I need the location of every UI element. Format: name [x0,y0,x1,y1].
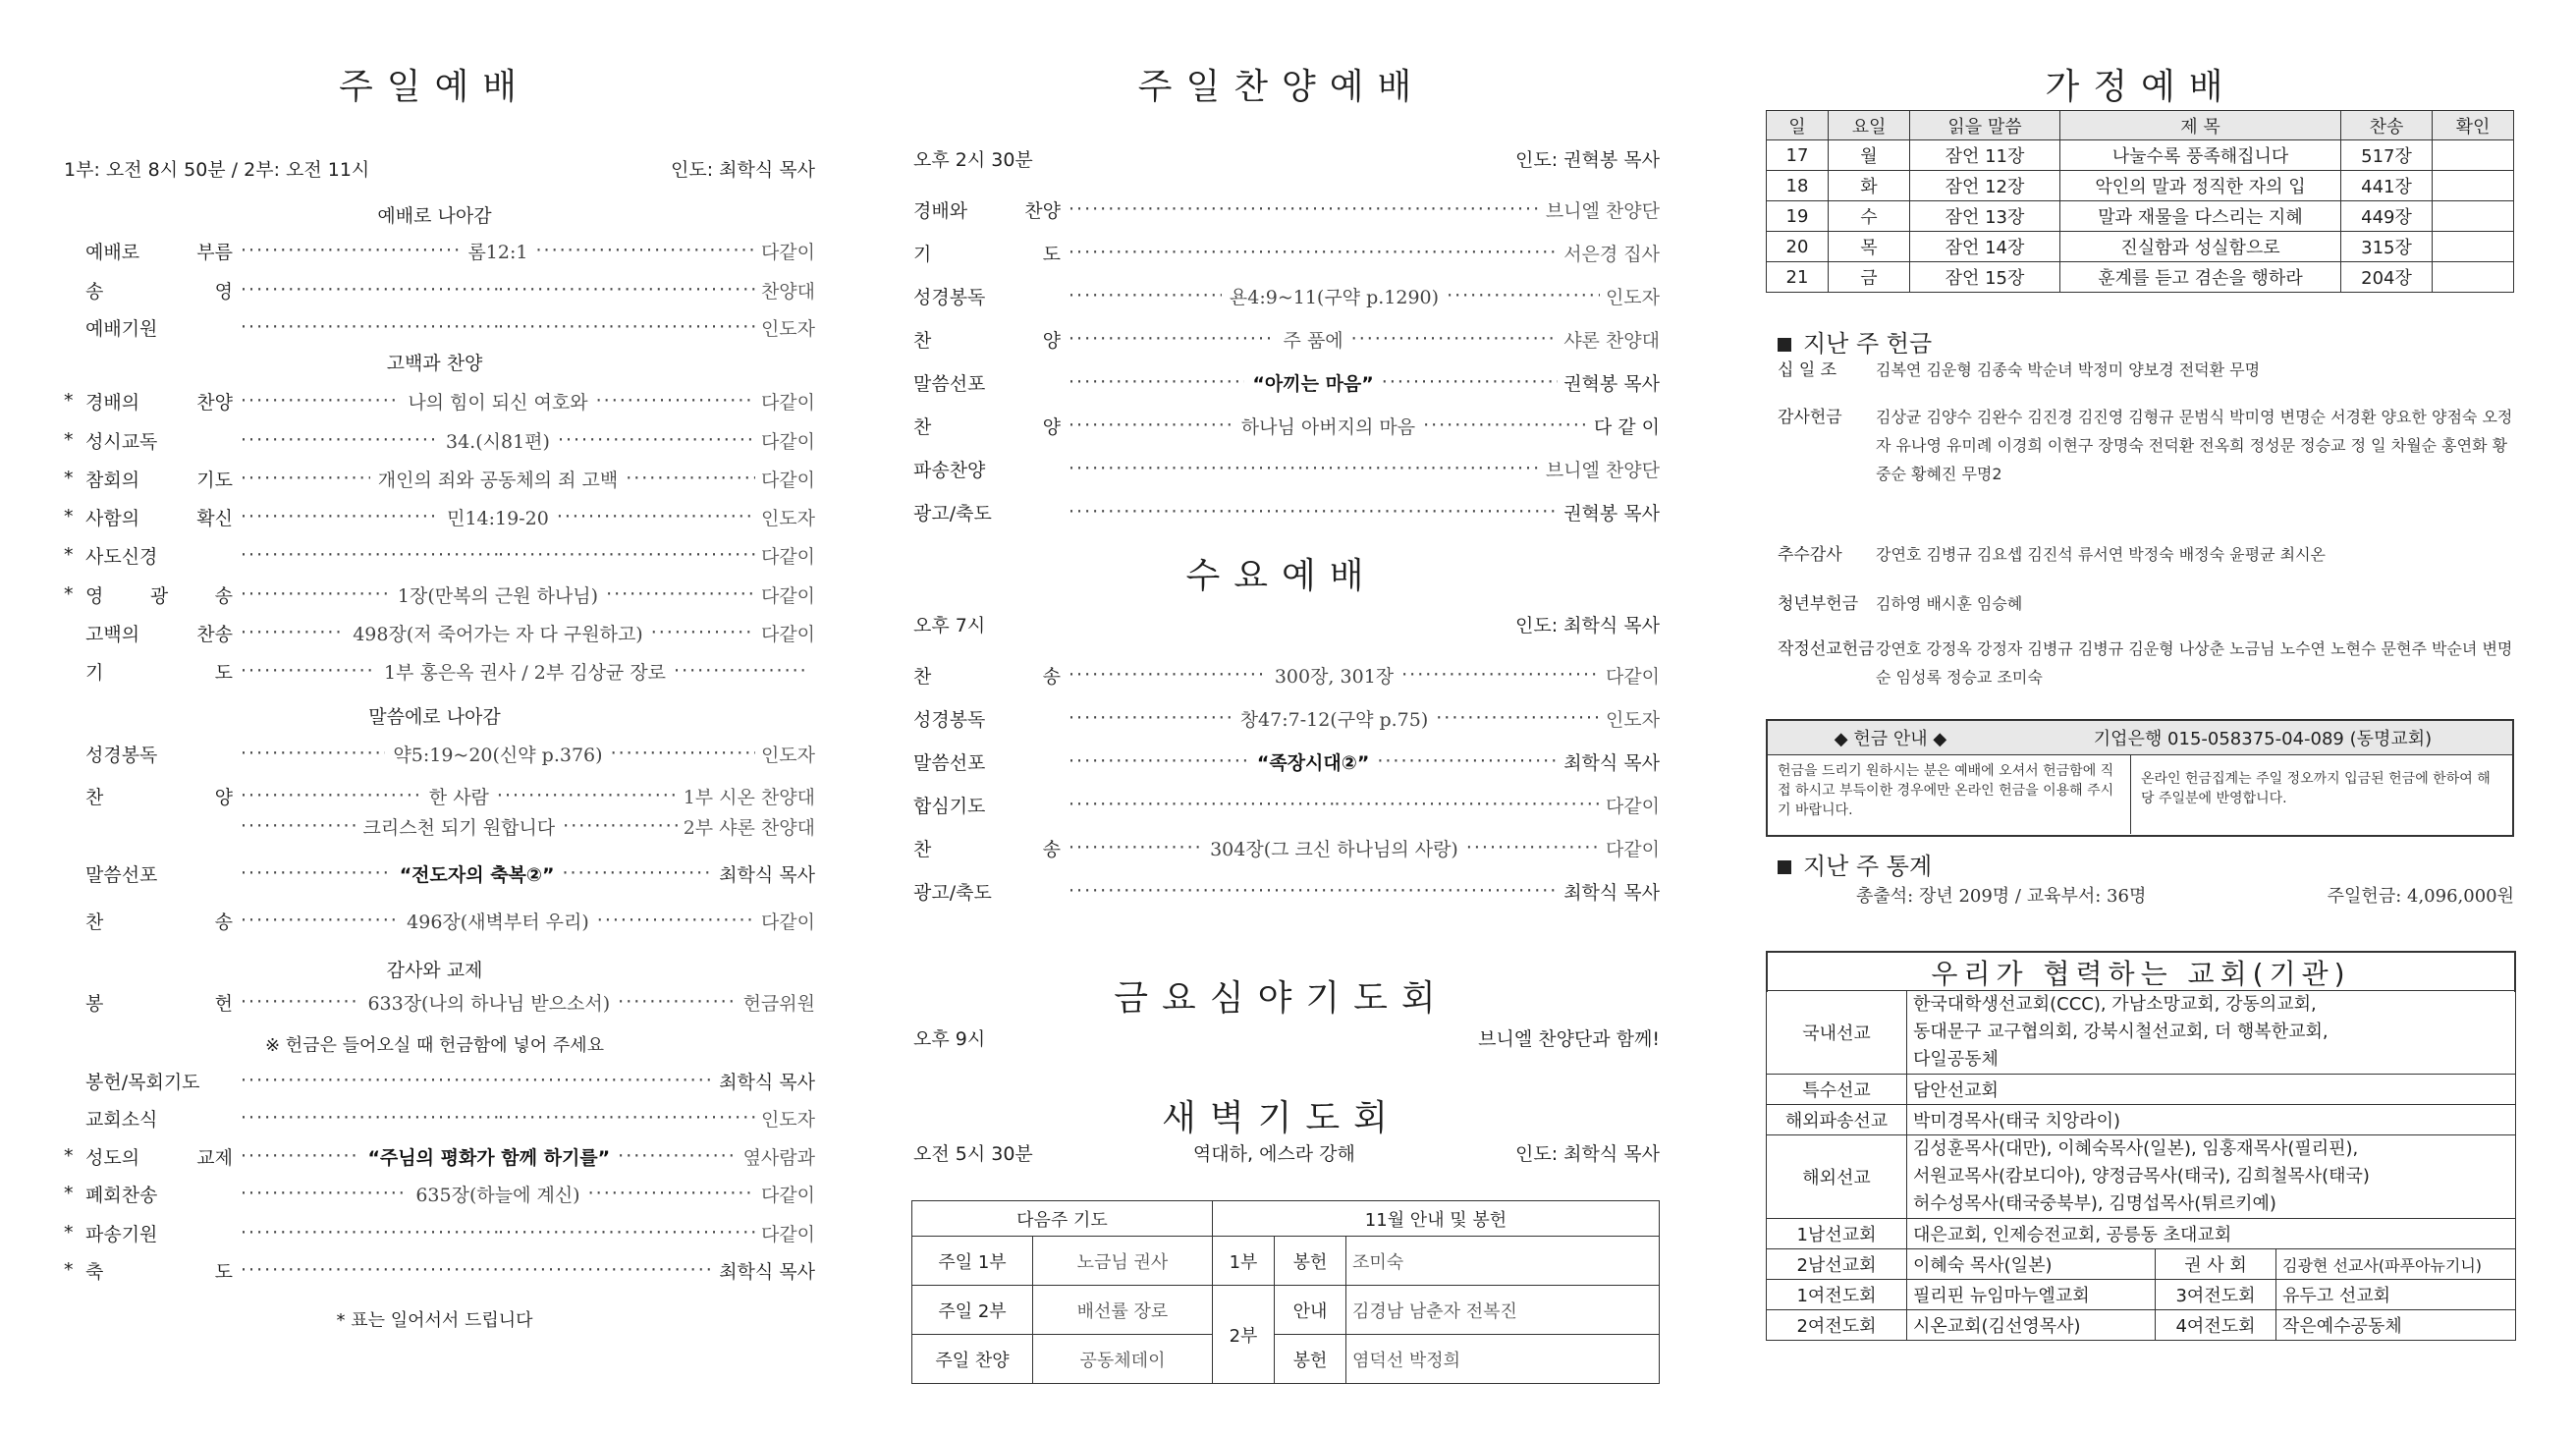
order-label: 광고/축도 [913,502,992,525]
table-row [1767,262,2514,293]
order-item [64,811,815,841]
order-performer: 다같이 [760,430,815,453]
order-item [64,858,815,888]
table-cell: 19 [1767,201,1829,232]
order-performer: 다같이 [1605,795,1660,817]
table-row: 1남선교회 대은교회, 인제승전교회, 공릉동 초대교회 [1767,1219,2516,1249]
offering-list-item: 작정선교헌금 강연호 강정옥 강정자 김병규 김병규 김운형 나상춘 노금님 노수연 노현수 문현주 박순녀 변명순 임성록 정승교 조미숙 [1778,639,2513,687]
table-row [1767,201,2514,232]
order-performer: 인도자 [760,1108,815,1131]
offering-list-item: 십 일 조 김복연 김운형 김종숙 박순녀 박정미 양보경 전덕환 무명 [1778,360,2261,380]
table-row: 국내선교 한국대학생선교회(CCC), 가남소망교회, 강동의교회, 동대문구 교구협의회, 강북시철선교회, 더 행복한교회, 다일공동체 [1767,991,2516,1075]
order-performer: 인도자 [1605,708,1660,731]
order-content: ····· 크리스천 되기 원합니다 [362,816,556,839]
order-label: 찬 송 [85,911,233,933]
section-heading: 예배로 나아감 [377,205,492,227]
order-item [64,540,815,570]
order-performer: 1부 시온 찬양대 [683,786,815,808]
order-item [64,987,815,1017]
friday-time: 오후 9시 [913,1028,986,1050]
leader-dots [1069,662,1600,689]
table-cell: 목 [1829,232,1910,262]
order-item [64,781,815,810]
order-content: ····· 1부 홍은옥 권사 / 2부 김상균 장로 [383,661,667,684]
family-title: 가정예배 [2045,67,2237,107]
family-worship-table [1766,110,2514,293]
order-content: ····· 300장, 301장 [1274,665,1395,688]
order-performer: 다같이 [760,391,815,414]
table-row: 주일 2부 배선률 장로 2부 안내 김경남 남춘자 전복진 [912,1286,1660,1335]
table-cell [2433,140,2514,171]
table-row: 2여전도회 시온교회(김선영목사) 4여전도회 작은예수공동체 [1767,1310,2516,1341]
order-performer: 다같이 [760,1184,815,1206]
leader-dots [241,581,755,608]
order-label: 말씀선포 [913,372,986,395]
stats-heading: 지난 주 통계 [1778,847,1932,881]
order-performer: 다같이 [760,241,815,263]
table-cell: 월 [1829,140,1910,171]
order-item [913,876,1660,906]
prayer-offering-table [911,1200,1660,1384]
table-cell: 18 [1767,171,1829,201]
order-content: ····· 개인의 죄와 공동체의 죄 고백 [377,469,619,491]
order-label: 말씀선포 [913,751,986,774]
standing-marker: * [64,544,74,566]
leader-dots [241,316,755,338]
section-heading: 말씀에로 나아감 [368,706,501,728]
order-item [64,275,815,304]
dawn-title: 새벽기도회 [1162,1098,1401,1138]
order-label: 교회소식 [85,1108,158,1131]
order-performer: 브니엘 찬양단 [1545,459,1660,481]
order-label: 폐회찬송 [85,1184,158,1206]
order-item [913,411,1660,440]
order-content: ····· 635장(하늘에 계신) [415,1184,580,1206]
order-label: 파송기원 [85,1223,158,1245]
order-label: 송 영 [85,280,233,303]
order-performer: 샤론 찬양대 [1563,329,1660,352]
table-cell: 20 [1767,232,1829,262]
order-performer: 인도자 [760,317,815,340]
order-label: 파송찬양 [913,459,986,481]
order-item [64,1179,815,1208]
leader-dots [241,1107,755,1129]
order-item [64,386,815,415]
table-row: 1여전도회 필리핀 뉴임마누엘교회 3여전도회 유두고 선교회 [1767,1280,2516,1310]
leader-dots [1069,458,1540,479]
offering-note: ※ 헌금은 들어오실 때 헌금함에 넣어 주세요 [264,1035,604,1056]
order-item [913,660,1660,690]
guide-right-text: 온라인 헌금집계는 주일 정오까지 입금된 헌금에 한하여 해당 주일분에 반영합니다. [2141,771,2491,806]
table-cell: 금 [1829,262,1910,293]
table-cell: 나눌수록 풍족해집니다 [2060,140,2341,171]
offering-list-item: 감사헌금 김상균 김양수 김완수 김진경 김진영 김형규 문범식 박미영 변명순 서경환 양요한 양점숙 오정자 유나영 유미례 이경희 이현구 장명숙 전덕환 전옥희 정성문 정승교 정 일 차월순 홍연화 황중순 황혜진 무명2 [1778,408,2513,483]
table-row: 특수선교 담안선교회 [1767,1075,2516,1105]
order-content: ····· 498장(저 죽어가는 자 다 구원하고) [353,623,643,645]
standing-marker: * [64,1183,74,1204]
middle-column [904,0,1660,1395]
order-performer: 다같이 [1605,665,1660,688]
partner-churches-table [1766,990,2516,1341]
table-row [1767,171,2514,201]
order-item [64,1066,815,1095]
order-content: ····· “전도자의 축복②” [399,863,555,886]
square-bullet-icon [1778,860,1791,874]
order-content: ····· 롬12:1 [467,241,528,263]
order-performer: 권혁봉 목사 [1563,372,1660,395]
table-cell [2433,171,2514,201]
offering-list-item: 추수감사 강연호 김병규 김요셉 김진석 류서연 박정숙 배정숙 윤평균 최시온 [1778,545,2327,565]
order-item [64,464,815,493]
table-row: 해외파송선교 박미경목사(태국 치앙라이) [1767,1105,2516,1135]
standing-marker: * [64,1222,74,1244]
table-cell: 훈계를 듣고 겸손을 행하라 [2060,262,2341,293]
order-content: ····· 한 사람 [428,786,489,808]
leader-dots [1069,748,1558,775]
order-content: ····· 34.(시81편) [446,430,550,453]
order-performer: 권혁봉 목사 [1563,502,1660,525]
dawn-leader: 인도: 최학식 목사 [1515,1143,1660,1165]
order-performer: 최학식 목사 [719,1260,815,1283]
table-cell: 말과 재물을 다스리는 지혜 [2060,201,2341,232]
order-item [64,1255,815,1285]
leader-dots [1069,794,1600,815]
column-header: 확인 [2433,111,2514,140]
leader-dots [241,620,755,646]
order-performer: 다같이 [760,623,815,645]
leader-dots [1069,283,1600,309]
offering-guide-box [1766,719,2514,837]
table-row: 주일 찬양 공동체데이 봉헌 염덕선 박정희 [912,1335,1660,1384]
order-label: 영 광 송 [85,584,233,607]
standing-note: * 표는 일어서서 드립니다 [336,1310,533,1331]
order-item [64,580,815,609]
column-header: 제 목 [2060,111,2341,140]
next-week-prayer-heading: 다음주 기도 [912,1201,1213,1237]
table-cell: 441장 [2341,171,2433,201]
leader-dots [241,1222,755,1244]
table-cell: 517장 [2341,140,2433,171]
table-row: 주일 1부 노금님 권사 1부 봉헌 조미숙 [912,1237,1660,1286]
leader-dots [241,1259,713,1281]
order-item [64,502,815,531]
sunday-time: 1부: 오전 8시 50분 / 2부: 오전 11시 [64,159,370,181]
order-label: 광고/축도 [913,881,992,904]
order-content: ····· 욘4:9~11(구약 p.1290) [1229,286,1440,308]
order-content: ····· 304장(그 크신 하나님의 사랑) [1210,838,1458,860]
order-label: 찬 송 [913,665,1061,688]
order-label: 성시교독 [85,430,158,453]
order-performer: 다같이 [760,469,815,491]
order-performer: 인도자 [760,744,815,766]
leader-dots [1069,705,1600,732]
leader-dots [241,388,755,415]
praise-header [913,145,1660,172]
table-cell: 잠언 13장 [1910,201,2060,232]
order-performer: 최학식 목사 [719,863,815,886]
order-item [64,906,815,935]
table-row: 해외선교 김성훈목사(대만), 이혜숙목사(일본), 임홍재목사(필리핀), 서원교목사(캄보디아), 양정금목사(태국), 김희철목사(태국) 허수성목사(태국중북부), 김명섭목사(튀르키예) [1767,1135,2516,1219]
section-heading: 감사와 교제 [386,960,483,981]
order-performer: 다같이 [1605,838,1660,860]
order-performer: 옆사람과 [742,1146,815,1169]
offering-list-item: 청년부헌금 김하영 배시훈 임승혜 [1778,594,2023,614]
order-label: 기 도 [85,661,233,684]
dawn-text: 역대하, 에스라 강해 [1192,1143,1355,1165]
table-cell: 잠언 12장 [1910,171,2060,201]
order-label: 경배의 찬양 [85,391,233,414]
standing-marker: * [64,506,74,527]
leader-dots [241,908,755,934]
order-performer: 다같이 [760,1223,815,1245]
section-heading: 고백과 찬양 [386,353,483,374]
order-item [913,746,1660,776]
table-header-row [1767,111,2514,140]
order-performer: 다 같 이 [1593,415,1660,438]
order-content: ····· 하나님 아버지의 마음 [1240,415,1416,438]
order-item [913,703,1660,733]
order-item [913,281,1660,310]
order-label: 봉헌/목회기도 [85,1071,200,1093]
leader-dots [241,504,755,530]
friday-note: 브니엘 찬양단과 함께! [1478,1028,1660,1050]
order-item [913,454,1660,483]
table-cell: 449장 [2341,201,2433,232]
table-cell: 315장 [2341,232,2433,262]
order-label: 참회의 기도 [85,469,233,491]
order-label: 봉 헌 [85,992,233,1015]
table-cell: 잠언 15장 [1910,262,2060,293]
leader-dots [1069,369,1558,396]
order-item [913,238,1660,267]
order-content: ····· 1장(만복의 근원 하나님) [397,584,599,607]
order-label: 찬 양 [913,329,1061,352]
order-performer: 인도자 [760,507,815,529]
wednesday-header [913,611,1660,637]
leader-dots [241,741,755,767]
order-performer: 헌금위원 [742,992,815,1015]
leader-dots [1069,198,1540,220]
leader-dots [241,1070,713,1091]
praise-time: 오후 2시 30분 [913,149,1033,171]
order-performer: 최학식 목사 [1563,881,1660,904]
leader-dots [241,1181,755,1207]
dawn-time: 오전 5시 30분 [913,1143,1033,1165]
order-item [913,497,1660,526]
wednesday-title: 수요예배 [1185,556,1378,596]
column-header: 찬송 [2341,111,2433,140]
order-label: 축 도 [85,1260,233,1283]
order-content: ····· “주님의 평화가 함께 하기를” [367,1146,611,1169]
table-cell: 잠언 14장 [1910,232,2060,262]
order-item [64,312,815,342]
order-performer: 최학식 목사 [1563,751,1660,774]
leader-dots [241,1143,738,1170]
order-label: 예배로 부름 [85,241,233,263]
table-row [1767,140,2514,171]
order-item [64,1218,815,1247]
order-label: 찬 양 [913,415,1061,438]
wednesday-leader: 인도: 최학식 목사 [1515,615,1660,636]
standing-marker: * [64,468,74,489]
column-header: 일 [1767,111,1829,140]
guide-title: ◆ 헌금 안내 ◆ [1834,729,1947,749]
order-label: 예배기원 [85,317,158,340]
praise-leader: 인도: 권혁봉 목사 [1515,149,1660,171]
table-cell: 화 [1829,171,1910,201]
order-item [64,236,815,265]
order-label: 기 도 [913,243,1061,265]
order-label: 성경봉독 [85,744,158,766]
right-column [1758,0,2524,1395]
order-performer: 최학식 목사 [719,1071,815,1093]
leader-dots [1069,501,1558,523]
standing-marker: * [64,1259,74,1281]
order-item [64,739,815,768]
table-cell [2433,262,2514,293]
table-cell: 17 [1767,140,1829,171]
leader-dots [241,279,755,301]
leader-dots [241,860,713,887]
order-content: ····· “족장시대②” [1256,751,1370,774]
partners-title: 우리가 협력하는 교회(기관) [1766,951,2516,992]
order-label: 합심기도 [913,795,986,817]
leader-dots [241,989,738,1016]
order-content: ····· 주 품에 [1283,329,1343,352]
order-content: ····· 496장(새벽부터 우리) [407,911,589,933]
column-header: 요일 [1829,111,1910,140]
guide-left-text: 헌금을 드리기 원하시는 분은 예배에 오셔서 헌금함에 직접 하시고 부득이한 경우에만 온라인 헌금을 이용해 주시기 바랍니다. [1768,755,2131,834]
order-label: 성경봉독 [913,286,986,308]
order-item [913,367,1660,397]
table-cell: 수 [1829,201,1910,232]
table-cell: 204장 [2341,262,2433,293]
friday-title: 금요심야기도회 [1114,978,1450,1019]
order-content: ····· 약5:19~20(신약 p.376) [393,744,603,766]
sunday-title: 주일예배 [338,67,531,107]
leader-dots [1069,413,1588,439]
sunday-header [64,155,815,182]
leader-dots [241,238,755,264]
order-item [913,790,1660,819]
leader-dots [1069,835,1600,861]
leader-dots [1069,326,1558,353]
order-item [913,194,1660,224]
standing-marker: * [64,1145,74,1167]
leader-dots [241,783,678,809]
order-content: ····· “아끼는 마음” [1252,372,1374,395]
order-performer: 다같이 [760,584,815,607]
standing-marker: * [64,390,74,412]
table-cell [2433,201,2514,232]
order-label: 사함의 확신 [85,507,233,529]
leader-dots [241,466,755,492]
table-cell: 악인의 말과 정직한 자의 입 [2060,171,2341,201]
order-item [913,324,1660,354]
leader-dots [1069,880,1558,902]
november-guide-heading: 11월 안내 및 봉헌 [1213,1201,1660,1237]
order-performer: 브니엘 찬양단 [1545,199,1660,222]
wednesday-time: 오후 7시 [913,615,986,636]
order-performer: 2부 샤론 찬양대 [683,816,815,839]
leader-dots [241,544,755,566]
leader-dots [241,427,755,454]
bank-account: 기업은행 015-058375-04-089 (동명교회) [2093,729,2433,749]
leader-dots [1069,242,1558,263]
order-content: ····· 633장(나의 하나님 받으소서) [367,992,611,1015]
standing-marker: * [64,429,74,451]
table-cell: 21 [1767,262,1829,293]
order-label: 경배와 찬양 [913,199,1061,222]
order-content: ····· 창47:7-12(구약 p.75) [1239,708,1429,731]
leader-dots [241,813,678,840]
order-performer: 서은경 집사 [1563,243,1660,265]
order-item [64,425,815,455]
order-label: 성경봉독 [913,708,986,731]
sunday-worship-column [54,0,815,1355]
square-bullet-icon [1778,338,1791,352]
table-row [1767,232,2514,262]
order-performer: 다같이 [760,545,815,568]
leader-dots [241,658,809,685]
order-label: 찬 송 [913,838,1061,860]
offering-heading: 지난 주 헌금 [1778,324,1932,359]
order-content: ····· 나의 힘이 되신 여호와 [408,391,588,414]
sunday-leader: 인도: 최학식 목사 [671,159,815,181]
order-performer: 인도자 [1605,286,1660,308]
standing-marker: * [64,583,74,605]
table-cell: 잠언 11장 [1910,140,2060,171]
order-item [913,833,1660,862]
order-label: 말씀선포 [85,863,158,886]
order-item [64,1141,815,1171]
order-item [64,656,815,686]
dawn-header [913,1139,1660,1166]
order-label: 사도신경 [85,545,158,568]
order-label: 찬 양 [85,786,233,808]
praise-title: 주일찬양예배 [1137,67,1426,107]
order-item [64,618,815,647]
order-label: 고백의 찬송 [85,623,233,645]
table-cell [2433,232,2514,262]
friday-header [913,1024,1660,1051]
column-header: 읽을 말씀 [1910,111,2060,140]
table-cell: 진실함과 성실함으로 [2060,232,2341,262]
order-item [64,1103,815,1133]
order-content: ····· 민14:19-20 [447,507,549,529]
order-performer: 다같이 [760,911,815,933]
table-row: 2남선교회 이혜숙 목사(일본) 권 사 회 김광현 선교사(파푸아뉴기니) [1767,1249,2516,1280]
order-performer: 찬양대 [760,280,815,303]
stats-line: 총출석: 장년 209명 / 교육부서: 36명 주일헌금: 4,096,000원 [1856,886,2514,907]
order-label: 성도의 교제 [85,1146,233,1169]
